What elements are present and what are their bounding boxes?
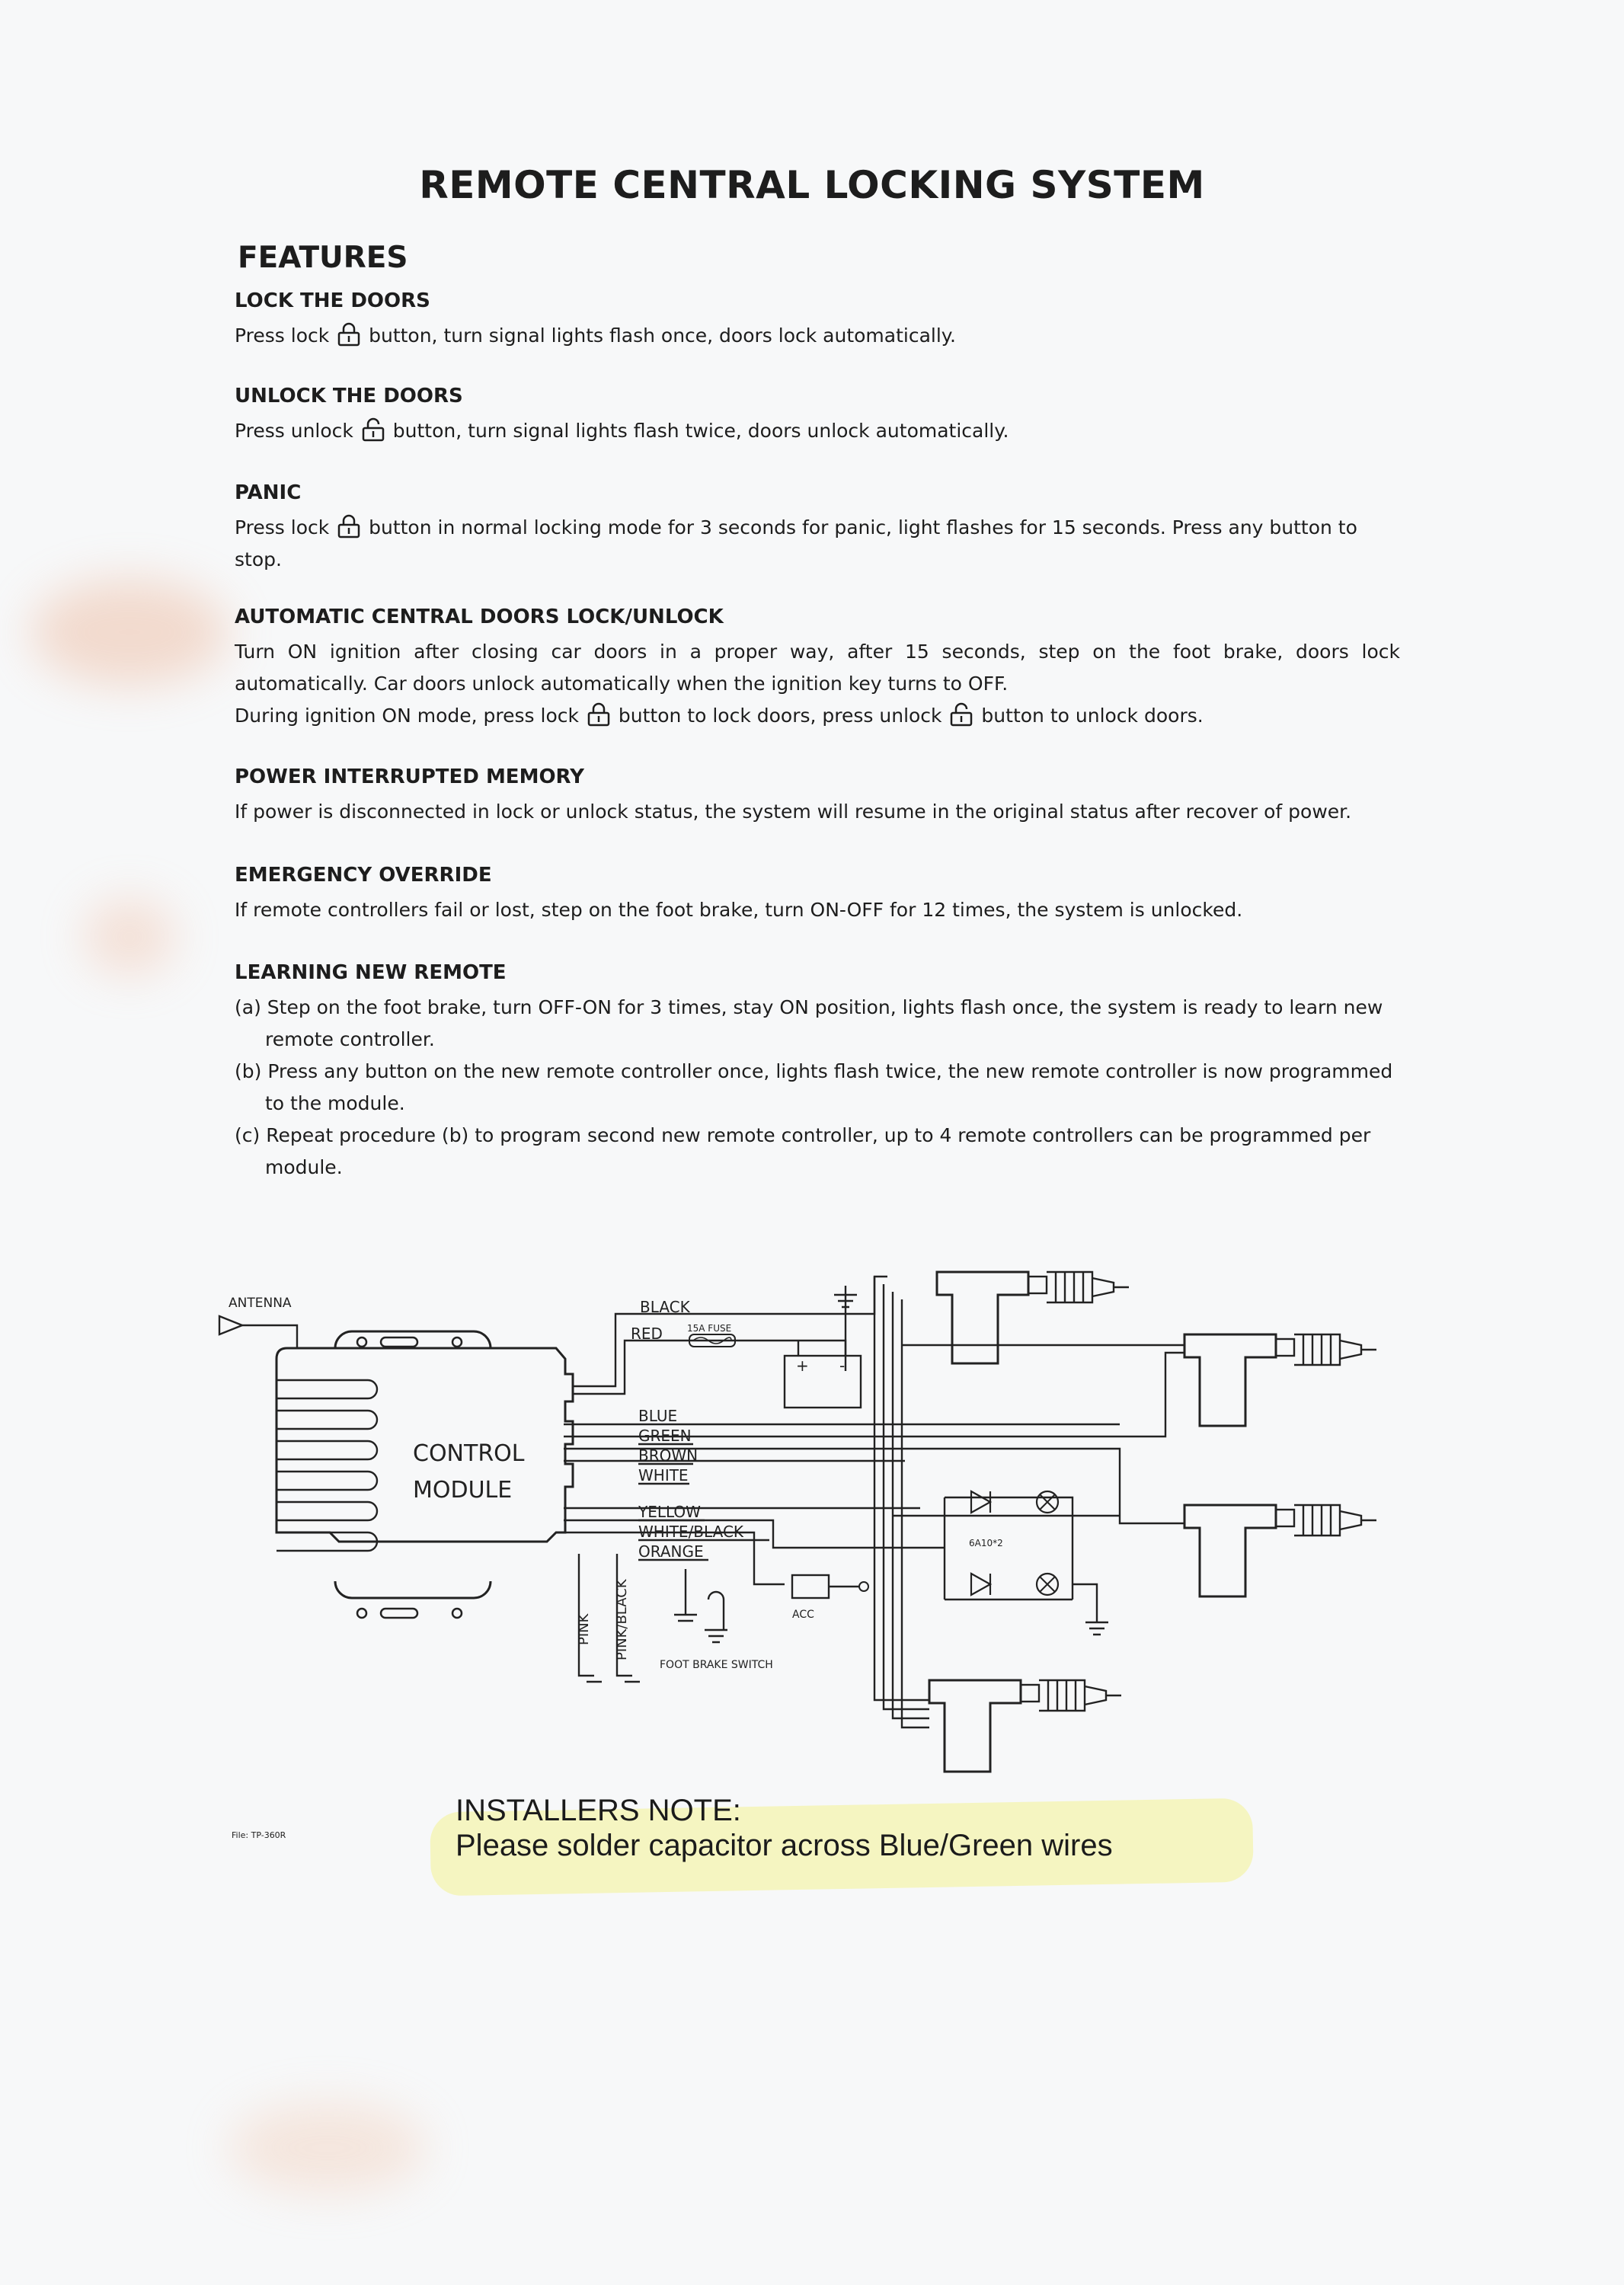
module-label: CONTROL (413, 1440, 525, 1467)
installers-note-heading: INSTALLERS NOTE: (456, 1794, 741, 1827)
installers-note (456, 1793, 1113, 1863)
text: Press unlock (235, 420, 360, 442)
battery-icon (785, 1295, 861, 1408)
text: Press lock (235, 516, 336, 538)
wire-label-orange: ORANGE (638, 1542, 704, 1561)
wire-label-black: BLACK (640, 1298, 690, 1316)
section-heading: EMERGENCY OVERRIDE (235, 864, 492, 887)
installers-note-text: Please solder capacitor across Blue/Green wires (456, 1829, 1113, 1862)
wire-label-pink-black: PINK/BLACK (614, 1579, 630, 1660)
foot-brake-label: FOOT BRAKE SWITCH (660, 1659, 773, 1671)
acc-label: ACC (792, 1609, 814, 1621)
text: button in normal locking mode for 3 seconds for panic, light flashes for 15 seconds. Press any button to stop. (235, 516, 1357, 570)
door-lock-actuator (1184, 1334, 1376, 1426)
features-heading: FEATURES (238, 241, 408, 275)
list-item: (a) Step on the foot brake, turn OFF-ON for 3 times, stay ON position, lights flash once, the system is ready to learn new remote controller. (235, 996, 1383, 1050)
file-reference: File: TP-360R (232, 1830, 286, 1840)
paragraph: If power is disconnected in lock or unlock status, the system will resume in the original status after recover of power. (235, 801, 1352, 823)
text: Press lock (235, 324, 336, 347)
section-heading: LEARNING NEW REMOTE (235, 961, 507, 984)
wire-label-pink: PINK (576, 1613, 592, 1645)
door-lock-actuator (929, 1680, 1121, 1772)
paragraph: If remote controllers fail or lost, step on the foot brake, turn ON-OFF for 12 times, the system is unlocked. (235, 899, 1243, 921)
text: button, turn signal lights flash twice, doors unlock automatically. (386, 420, 1009, 442)
door-lock-actuator (937, 1272, 1129, 1363)
section-heading: LOCK THE DOORS (235, 289, 430, 312)
antenna-label: ANTENNA (229, 1296, 292, 1311)
section-heading: UNLOCK THE DOORS (235, 385, 463, 407)
fuse-label: 15A FUSE (687, 1323, 732, 1334)
foot-brake-switch-icon (674, 1569, 727, 1642)
wire-label-yellow: YELLOW (638, 1503, 701, 1521)
wire-label-white-black: WHITE/BLACK (638, 1523, 744, 1541)
list-item: (c) Repeat procedure (b) to program second new remote controller, up to 4 remote controllers can be programmed per module. (235, 1124, 1371, 1178)
control-module (277, 1331, 573, 1618)
svg-text:-: - (839, 1357, 846, 1375)
list-item: (b) Press any button on the new remote controller once, lights flash twice, the new remote controller is now programmed to the module. (235, 1060, 1393, 1114)
module-label: MODULE (413, 1477, 513, 1504)
wire-label-white: WHITE (638, 1466, 689, 1484)
text: button to lock doors, press unlock (612, 705, 948, 727)
text: button, turn signal lights flash once, doors lock automatically. (363, 324, 956, 347)
svg-text:+: + (796, 1357, 809, 1375)
page-title: REMOTE CENTRAL LOCKING SYSTEM (419, 163, 1205, 207)
section-heading: POWER INTERRUPTED MEMORY (235, 765, 584, 788)
wire-label-green: GREEN (638, 1427, 692, 1445)
ignition-switch-icon (792, 1575, 868, 1598)
text: During ignition ON mode, press lock (235, 705, 585, 727)
wire-label-red: RED (631, 1325, 663, 1343)
paragraph: Turn ON ignition after closing car doors in a proper way, after 15 seconds, step on the foot brake, doors lock automatically. Car doors unlock automatically when the ignition key turns to OFF. (235, 641, 1400, 695)
text: button to unlock doors. (975, 705, 1204, 727)
wire-label-blue: BLUE (638, 1407, 678, 1425)
section-heading: PANIC (235, 481, 302, 504)
antenna-icon (219, 1316, 297, 1348)
door-lock-actuator (1184, 1505, 1376, 1596)
turn-signal-lamps (945, 1491, 1108, 1635)
wire-label-brown: BROWN (638, 1446, 699, 1465)
lamp-label: 6A10*2 (969, 1538, 1003, 1548)
section-heading: AUTOMATIC CENTRAL DOORS LOCK/UNLOCK (235, 606, 724, 628)
